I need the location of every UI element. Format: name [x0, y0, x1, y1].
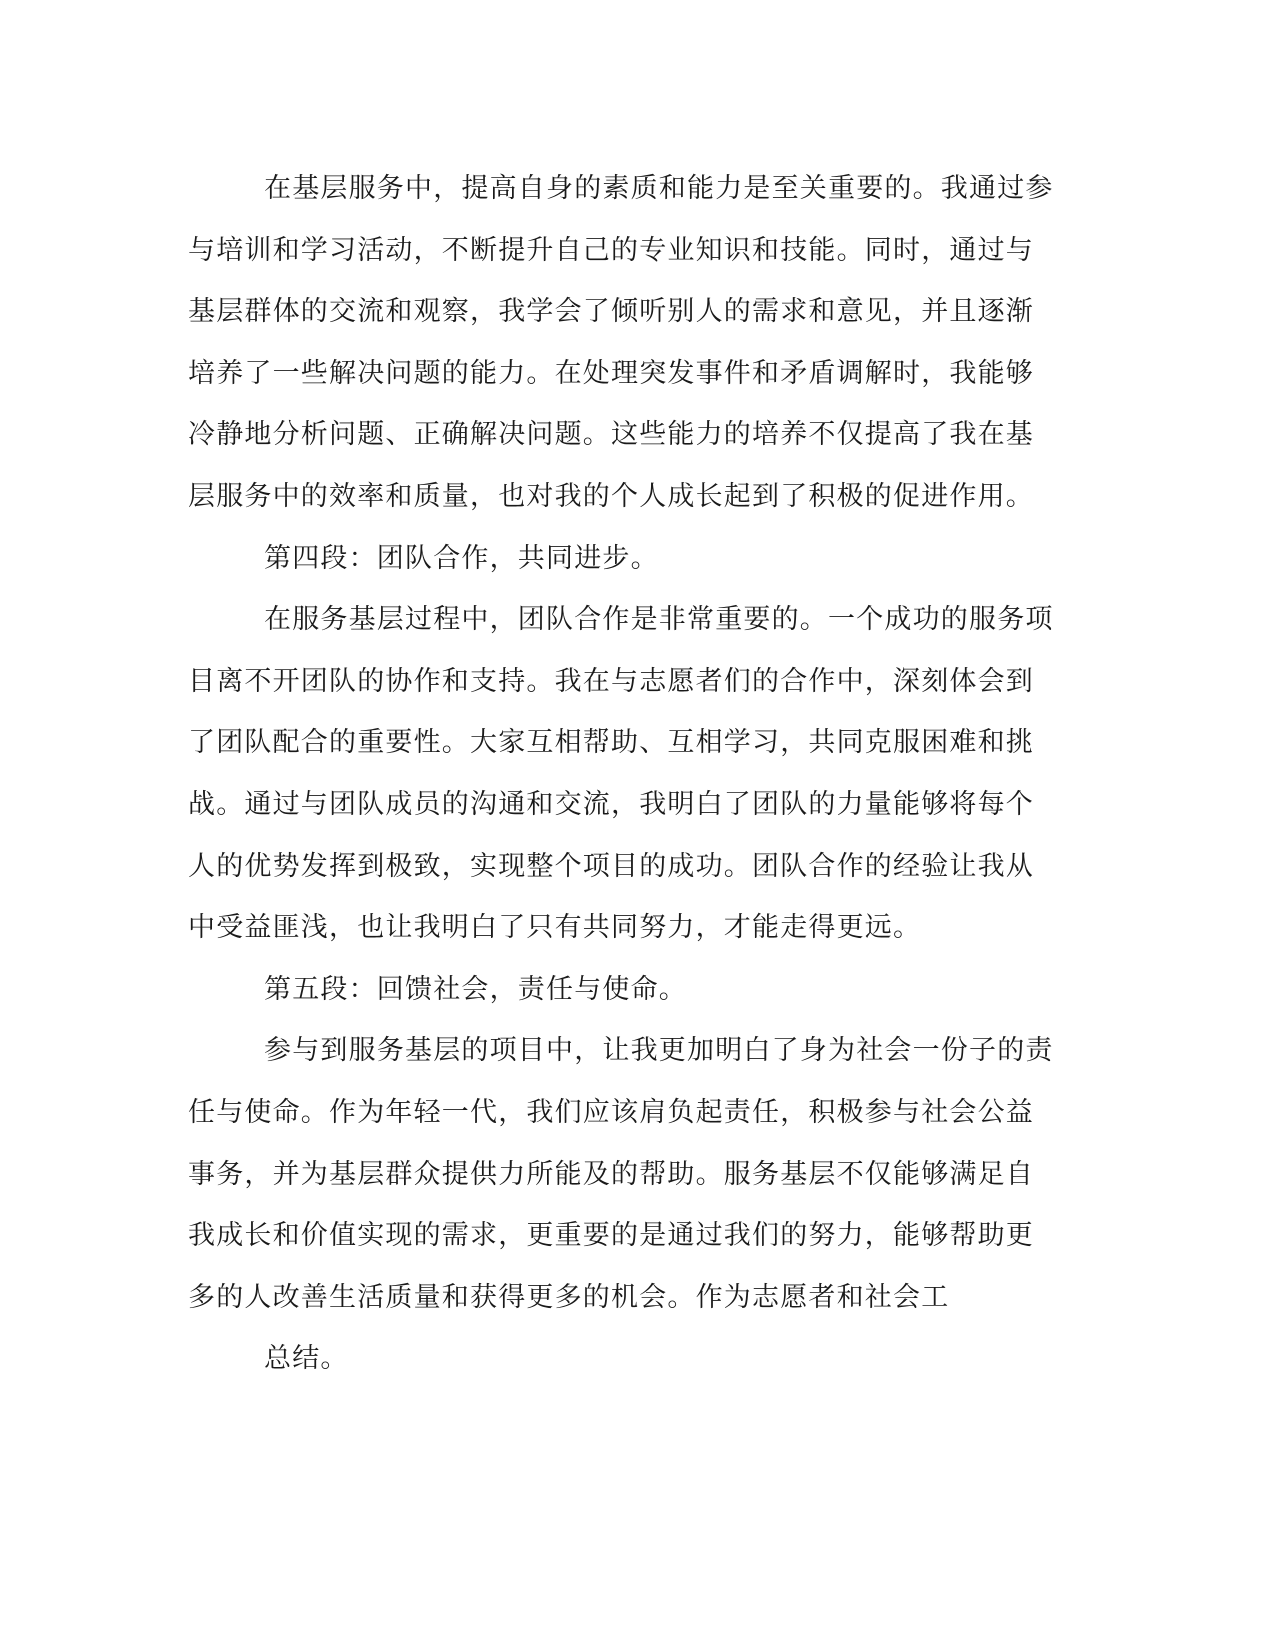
- paragraph-5-line-5: 多的人改善生活质量和获得更多的机会。作为志愿者和社会工: [188, 1281, 950, 1313]
- paragraph-5-line-1: 参与到服务基层的项目中，让我更加明白了身为社会一份子的责: [264, 1035, 1054, 1067]
- paragraph-4-line-1: 在服务基层过程中，团队合作是非常重要的。一个成功的服务项: [264, 604, 1054, 636]
- paragraph-4-line-4: 战。通过与团队成员的沟通和交流，我明白了团队的力量能够将每个: [188, 788, 1034, 820]
- paragraph-5-line-3: 事务，并为基层群众提供力所能及的帮助。服务基层不仅能够满足自: [188, 1158, 1034, 1190]
- paragraph-3-line-1: 在基层服务中，提高自身的素质和能力是至关重要的。我通过参: [264, 173, 1054, 204]
- paragraph-4-line-2: 目离不开团队的协作和支持。我在与志愿者们的合作中，深刻体会到: [188, 665, 1034, 697]
- section-5-heading: 第五段：回馈社会，责任与使命。: [264, 973, 687, 1005]
- paragraph-4-line-3: 了团队配合的重要性。大家互相帮助、互相学习，共同克服困难和挑: [188, 727, 1034, 759]
- paragraph-5-line-4: 我成长和价值实现的需求，更重要的是通过我们的努力，能够帮助更: [188, 1220, 1034, 1252]
- paragraph-5-line-2: 任与使命。作为年轻一代，我们应该肩负起责任，积极参与社会公益: [188, 1096, 1034, 1128]
- section-4-heading: 第四段：团队合作，共同进步。: [264, 542, 659, 574]
- paragraph-3-line-2: 与培训和学习活动，不断提升自己的专业知识和技能。同时，通过与: [188, 234, 1034, 266]
- document-body: [188, 158, 1068, 1390]
- paragraph-4-line-5: 人的优势发挥到极致，实现整个项目的成功。团队合作的经验让我从: [188, 850, 1034, 882]
- paragraph-3-line-5: 冷静地分析问题、正确解决问题。这些能力的培养不仅提高了我在基: [188, 419, 1034, 451]
- paragraph-4-line-6: 中受益匪浅，也让我明白了只有共同努力，才能走得更远。: [188, 912, 922, 944]
- paragraph-3-line-4: 培养了一些解决问题的能力。在处理突发事件和矛盾调解时，我能够: [188, 357, 1034, 389]
- summary-heading: 总结。: [264, 1343, 349, 1375]
- paragraph-3-line-3: 基层群体的交流和观察，我学会了倾听别人的需求和意见，并且逐渐: [188, 296, 1034, 328]
- paragraph-3-line-6: 层服务中的效率和质量，也对我的个人成长起到了积极的促进作用。: [188, 480, 1034, 512]
